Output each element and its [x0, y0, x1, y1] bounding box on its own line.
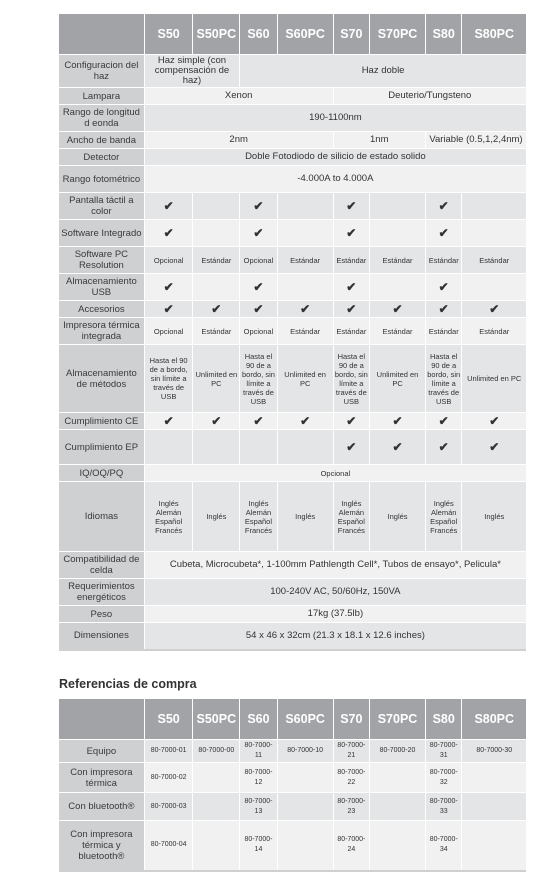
model-header: S70PC	[370, 14, 426, 55]
cell-value: Variable (0.5,1,2,4nm)	[425, 132, 526, 149]
cell-value: Haz doble	[240, 55, 526, 88]
row-label: Lampara	[59, 88, 144, 105]
cell-value: Estándar	[370, 318, 426, 345]
cell-value: Hasta el 90 de a bordo, sin límite a través de USB	[425, 345, 462, 413]
cell-value: Opcional	[240, 247, 278, 274]
check-cell: ✔	[370, 430, 426, 465]
spec-row-swpc	[59, 247, 526, 274]
check-cell: ✔	[333, 413, 370, 430]
row-label: Configuracion del haz	[59, 55, 144, 88]
cell-value: Cubeta, Microcubeta*, 1-100mm Pathlength Cell*, Tubos de ensayo*, Pelicula*	[144, 552, 526, 579]
check-cell: ✔	[240, 413, 278, 430]
check-cell: ✔	[144, 274, 193, 301]
order-code	[193, 763, 240, 793]
cell-value: Unlimited en PC	[193, 345, 240, 413]
order-code: 80-7000-13	[240, 793, 278, 821]
cell-value: Estándar	[462, 247, 526, 274]
check-cell	[277, 220, 333, 247]
row-label: Cumplimiento CE	[59, 413, 144, 430]
row-label: Rango de longitud d eonda	[59, 105, 144, 132]
spec-row-ep	[59, 430, 526, 465]
cell-value: Doble Fotodiodo de silicio de estado solido	[144, 149, 526, 166]
order-code: 80-7000-33	[425, 793, 462, 821]
model-header: S50PC	[193, 699, 240, 740]
cell-value: Estándar	[193, 318, 240, 345]
check-cell: ✔	[425, 220, 462, 247]
row-label: Con impresora térmica	[59, 763, 144, 793]
model-header: S50	[144, 14, 193, 55]
spec-row-accessories	[59, 301, 526, 318]
order-row	[59, 793, 526, 821]
cell-value: Estándar	[425, 318, 462, 345]
model-header: S80PC	[462, 699, 526, 740]
cell-value: Hasta el 90 de a bordo, sin límite a través de USB	[144, 345, 193, 413]
check-cell: ✔	[333, 220, 370, 247]
check-cell	[193, 193, 240, 220]
order-code: 80-7000-20	[370, 740, 426, 763]
check-cell: ✔	[425, 413, 462, 430]
cell-value: Opcional	[240, 318, 278, 345]
cell-value: Inglés	[193, 482, 240, 552]
order-code: 80-7000-04	[144, 821, 193, 871]
order-code	[370, 821, 426, 871]
order-code: 80-7000-34	[425, 821, 462, 871]
check-cell: ✔	[425, 193, 462, 220]
order-section-title: Referencias de compra	[59, 677, 197, 691]
check-cell: ✔	[277, 413, 333, 430]
cell-value: Haz simple (con compensación de haz)	[144, 55, 239, 88]
cell-value: 190-1100nm	[144, 105, 526, 132]
check-cell: ✔	[240, 220, 278, 247]
order-row	[59, 763, 526, 793]
check-cell: ✔	[240, 301, 278, 318]
row-label: Impresora térmica integrada	[59, 318, 144, 345]
row-label: Compatibilidad de celda	[59, 552, 144, 579]
check-cell: ✔	[462, 413, 526, 430]
row-label: Pantalla táctil a color	[59, 193, 144, 220]
row-label: Accesorios	[59, 301, 144, 318]
row-label: Equipo	[59, 740, 144, 763]
order-row	[59, 740, 526, 763]
row-label: Software PC Resolution	[59, 247, 144, 274]
row-label: Rango fotométrico	[59, 166, 144, 193]
order-code: 80-7000-01	[144, 740, 193, 763]
check-cell: ✔	[193, 301, 240, 318]
order-code	[193, 793, 240, 821]
order-code	[462, 763, 526, 793]
header-corner	[59, 14, 144, 55]
row-label: Detector	[59, 149, 144, 166]
check-cell	[193, 274, 240, 301]
cell-value: Unlimited en PC	[462, 345, 526, 413]
order-code	[462, 793, 526, 821]
check-cell: ✔	[144, 413, 193, 430]
cell-value: Opcional	[144, 318, 193, 345]
cell-value: Estándar	[333, 318, 370, 345]
model-header: S60	[240, 14, 278, 55]
order-code: 80-7000-03	[144, 793, 193, 821]
cell-value: Estándar	[333, 247, 370, 274]
order-code: 80-7000-14	[240, 821, 278, 871]
order-code: 80-7000-23	[333, 793, 370, 821]
check-cell: ✔	[425, 274, 462, 301]
order-code	[277, 763, 333, 793]
check-cell: ✔	[333, 430, 370, 465]
order-code: 80-7000-11	[240, 740, 278, 763]
model-header: S80	[425, 699, 462, 740]
check-cell: ✔	[462, 430, 526, 465]
model-header: S80	[425, 14, 462, 55]
cell-value: Estándar	[277, 247, 333, 274]
order-code: 80-7000-31	[425, 740, 462, 763]
header-corner	[59, 699, 144, 740]
spec-row-config	[59, 55, 526, 88]
order-table	[59, 699, 526, 872]
model-header: S70	[333, 14, 370, 55]
cell-value: Hasta el 90 de a bordo, sin límite a través de USB	[333, 345, 370, 413]
check-cell: ✔	[240, 274, 278, 301]
cell-value: Estándar	[193, 247, 240, 274]
cell-value: Unlimited en PC	[370, 345, 426, 413]
check-cell	[370, 274, 426, 301]
row-label: Almacenamiento de métodos	[59, 345, 144, 413]
order-code	[370, 793, 426, 821]
cell-value: 54 x 46 x 32cm (21.3 x 18.1 x 12.6 inches)	[144, 623, 526, 650]
order-code: 80-7000-24	[333, 821, 370, 871]
row-label: Dimensiones	[59, 623, 144, 650]
cell-value: Inglés Alemán Español Francés	[333, 482, 370, 552]
check-cell	[370, 220, 426, 247]
order-code: 80-7000-12	[240, 763, 278, 793]
check-cell: ✔	[333, 274, 370, 301]
check-cell: ✔	[425, 430, 462, 465]
row-label: IQ/OQ/PQ	[59, 465, 144, 482]
check-cell	[462, 220, 526, 247]
check-cell: ✔	[240, 193, 278, 220]
model-header: S60PC	[277, 14, 333, 55]
check-cell	[193, 430, 240, 465]
cell-value: 2nm	[144, 132, 333, 149]
check-cell: ✔	[333, 193, 370, 220]
check-cell: ✔	[193, 413, 240, 430]
spec-row-ce	[59, 413, 526, 430]
row-label: Almacenamiento USB	[59, 274, 144, 301]
cell-value: Estándar	[462, 318, 526, 345]
model-header: S70PC	[370, 699, 426, 740]
row-label: Idiomas	[59, 482, 144, 552]
cell-value: Opcional	[144, 247, 193, 274]
check-cell	[277, 274, 333, 301]
model-header: S60PC	[277, 699, 333, 740]
row-label: Software Integrado	[59, 220, 144, 247]
check-cell: ✔	[277, 301, 333, 318]
spec-row-methods	[59, 345, 526, 413]
model-header: S50	[144, 699, 193, 740]
model-header: S60	[240, 699, 278, 740]
spec-row-usb	[59, 274, 526, 301]
cell-value: 17kg (37.5lb)	[144, 606, 526, 623]
cell-value: Estándar	[370, 247, 426, 274]
spec-row-printer	[59, 318, 526, 345]
check-cell	[277, 193, 333, 220]
cell-value: Hasta el 90 de a bordo, sin límite a través de USB	[240, 345, 278, 413]
model-header: S50PC	[193, 14, 240, 55]
order-code	[277, 821, 333, 871]
spec-row-iq	[59, 465, 526, 482]
spec-row-touch	[59, 193, 526, 220]
cell-value: Estándar	[277, 318, 333, 345]
check-cell: ✔	[144, 301, 193, 318]
cell-value: 100-240V AC, 50/60Hz, 150VA	[144, 579, 526, 606]
spec-row-software	[59, 220, 526, 247]
order-code	[193, 821, 240, 871]
spec-row-dims	[59, 623, 526, 650]
spec-row-power	[59, 579, 526, 606]
specs-table	[59, 14, 526, 651]
check-cell: ✔	[370, 301, 426, 318]
check-cell	[277, 430, 333, 465]
spec-row-languages	[59, 482, 526, 552]
check-cell	[240, 430, 278, 465]
order-code: 80-7000-21	[333, 740, 370, 763]
row-label: Ancho de banda	[59, 132, 144, 149]
order-code: 80-7000-30	[462, 740, 526, 763]
check-cell: ✔	[462, 301, 526, 318]
cell-value: Inglés	[277, 482, 333, 552]
order-code: 80-7000-22	[333, 763, 370, 793]
cell-value: Inglés	[370, 482, 426, 552]
cell-value: Inglés Alemán Español Francés	[240, 482, 278, 552]
check-cell: ✔	[370, 413, 426, 430]
model-header-row	[59, 14, 526, 55]
check-cell	[193, 220, 240, 247]
order-code: 80-7000-10	[277, 740, 333, 763]
spec-row-bandwidth	[59, 132, 526, 149]
model-header: S70	[333, 699, 370, 740]
cell-value: Deuterio/Tungsteno	[333, 88, 526, 105]
cell-value: Unlimited en PC	[277, 345, 333, 413]
spec-row-weight	[59, 606, 526, 623]
spec-row-lamp	[59, 88, 526, 105]
cell-value: Estándar	[425, 247, 462, 274]
check-cell: ✔	[144, 193, 193, 220]
cell-value: Inglés	[462, 482, 526, 552]
spec-row-range	[59, 105, 526, 132]
model-header: S80PC	[462, 14, 526, 55]
order-code: 80-7000-32	[425, 763, 462, 793]
row-label: Requerimientos energéticos	[59, 579, 144, 606]
order-code	[462, 821, 526, 871]
row-label: Peso	[59, 606, 144, 623]
cell-value: 1nm	[333, 132, 425, 149]
order-code: 80-7000-00	[193, 740, 240, 763]
check-cell	[462, 274, 526, 301]
cell-value: Inglés Alemán Español Francés	[425, 482, 462, 552]
cell-value: -4.000A to 4.000A	[144, 166, 526, 193]
order-code	[370, 763, 426, 793]
check-cell: ✔	[333, 301, 370, 318]
check-cell: ✔	[144, 220, 193, 247]
spec-row-detector	[59, 149, 526, 166]
cell-value: Inglés Alemán Español Francés	[144, 482, 193, 552]
order-code: 80-7000-02	[144, 763, 193, 793]
spec-row-photometric	[59, 166, 526, 193]
check-cell	[144, 430, 193, 465]
check-cell	[462, 193, 526, 220]
row-label: Con impresora térmica y bluetooth®	[59, 821, 144, 871]
check-cell	[370, 193, 426, 220]
model-header-row	[59, 699, 526, 740]
cell-value: Xenon	[144, 88, 333, 105]
cell-value: Opcional	[144, 465, 526, 482]
row-label: Cumplimiento EP	[59, 430, 144, 465]
row-label: Con bluetooth®	[59, 793, 144, 821]
order-code	[277, 793, 333, 821]
check-cell: ✔	[425, 301, 462, 318]
order-row	[59, 821, 526, 871]
spec-row-cell	[59, 552, 526, 579]
